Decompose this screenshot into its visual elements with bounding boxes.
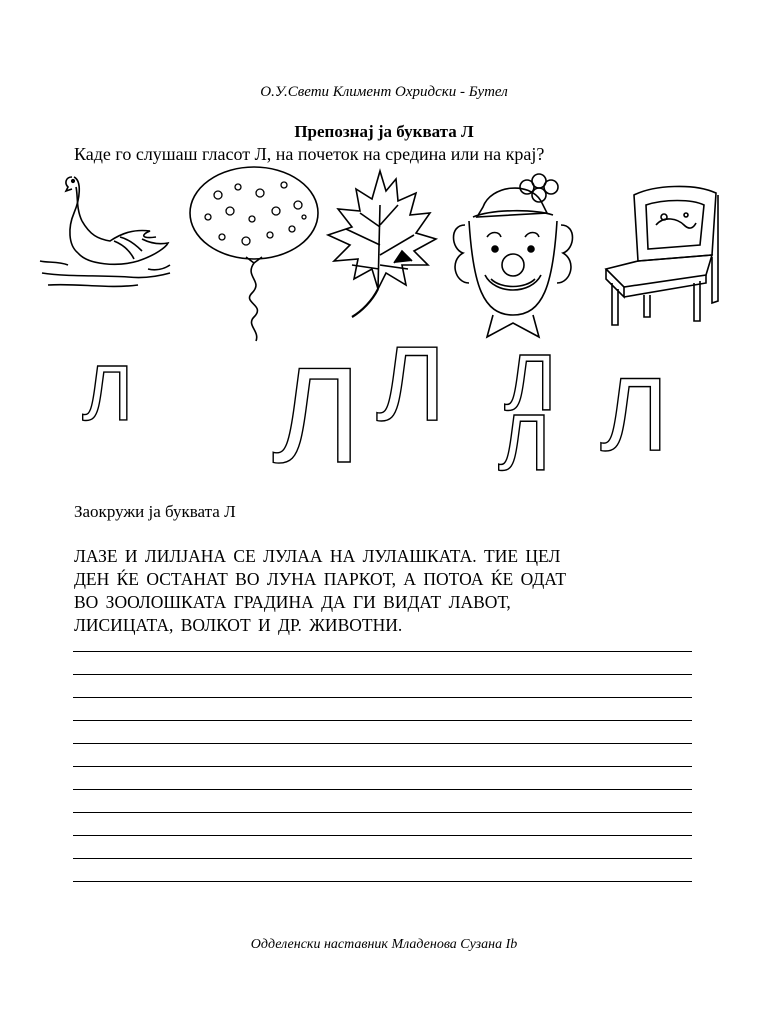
writing-line[interactable]: [73, 744, 692, 767]
outline-letter-l: [496, 412, 560, 474]
passage-line: ДЕН ЌЕ ОСТАНАТ ВО ЛУНА ПАРКОТ, А ПОТОА ЌЕ ОДАТ: [74, 569, 567, 589]
outline-letter-l: [270, 360, 370, 466]
writing-line[interactable]: [73, 652, 692, 675]
svg-text:Л: Л: [504, 352, 557, 414]
question-text: Каде го слушаш гласот Л, на почеток на средина или на крај?: [74, 144, 545, 164]
leaf-icon: [316, 165, 446, 325]
writing-lines: [73, 651, 692, 882]
writing-line[interactable]: [73, 721, 692, 744]
outline-letters-row: [0, 340, 768, 480]
school-header: О.У.Свети Климент Охридски - Бутел: [260, 84, 508, 100]
passage-line: ВО ЗООЛОШКАТА ГРАДИНА ДА ГИ ВИДАТ ЛАВОТ,: [74, 592, 511, 612]
svg-text:Л: Л: [600, 370, 669, 456]
passage-line: ЛИСИЦАТА, ВОЛКОТ И ДР. ЖИВОТНИ.: [74, 615, 403, 635]
writing-line[interactable]: [73, 836, 692, 859]
swan-icon: [38, 165, 173, 325]
clown-icon: [443, 165, 583, 340]
worksheet-title: Препознај ја буквата Л: [294, 122, 474, 141]
writing-line[interactable]: [73, 790, 692, 813]
outline-letter-l: [502, 352, 566, 414]
outline-letter-l: [598, 370, 674, 456]
writing-line[interactable]: [73, 767, 692, 790]
svg-text:Л: Л: [376, 340, 446, 424]
outline-letter-l: [374, 340, 456, 424]
balloon-icon: [188, 165, 323, 350]
svg-text:Л: Л: [272, 360, 362, 466]
svg-text:Л: Л: [498, 412, 551, 474]
reading-passage: [74, 545, 694, 637]
writing-line[interactable]: [73, 859, 692, 882]
writing-line[interactable]: [73, 813, 692, 836]
picture-row: [38, 165, 728, 350]
svg-text:Л: Л: [82, 362, 134, 424]
passage-line: ЛАЗЕ И ЛИЛЈАНА СЕ ЛУЛАА НА ЛУЛАШКАТА. ТИЕ ЦЕЛ: [74, 546, 561, 566]
writing-line[interactable]: [73, 675, 692, 698]
task-instruction: Заокружи ја буквата Л: [74, 502, 236, 521]
teacher-footer: Одделенски наставник Младенова Сузана Ib: [250, 937, 518, 952]
chair-icon: [594, 165, 724, 330]
writing-line[interactable]: [73, 698, 692, 721]
outline-letter-l: [80, 362, 146, 424]
